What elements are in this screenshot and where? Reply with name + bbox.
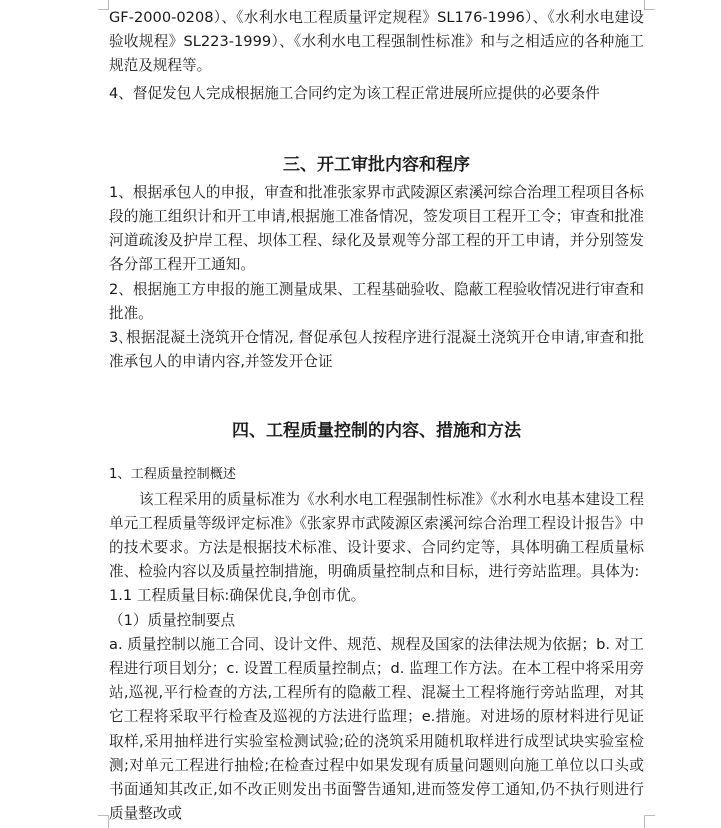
s4-points-title: （1）质量控制要点 — [109, 611, 236, 629]
crop-mark-top-right-h — [645, 9, 655, 10]
s4-points-body: a. 质量控制以施工合同、设计文件、规范、规程及国家的法律法规为依据；b. 对工程进行项目划分；c. 设置工程质量控制点；d. 监理工作方法。在本工程中将采用旁站,巡视,平行检查的方法,工程所有的隐蔽工程、混凝土工程将施行旁站监理，对其它工程将采取平行检查及巡视的方法进行监理；e.措施。对进场的原材料进行见证取样,采用抽样进行实验室检测试验;砼的浇筑采用随机取样进行成型试块实验室检测;对单元工程进行抽检;在检查过程中如果发现有质量问题则向施工单位以口头或书面通知其改正,如不改正则发出书面警告通知,进而签发停工通知,仍不执行则进行质量整改或 — [109, 635, 644, 823]
section-heading-3: 三、开工审批内容和程序 — [283, 154, 470, 175]
s4-quality-goal: 1.1 工程质量目标:确保优良,争创市优。 — [109, 587, 366, 605]
paragraph-standards: GF-2000-0208）、《水利水电工程质量评定规程》SL176-1996）、《水利水电建设验收规程》SL223-1999）、《水利水电工程强制性标准》和与之相适应的各种施工规范及规程等。 — [109, 9, 644, 75]
crop-mark-bottom-right — [644, 815, 645, 828]
crop-mark-top-left-h — [98, 9, 108, 10]
s3-list-item-3: 3､根据混凝土浇筑开仓情况, 督促承包人按程序进行混凝土浇筑开仓申请,审查和批准承包人的申请内容,并签发开仓证 — [109, 329, 644, 371]
list-item-4: 4、督促发包人完成根据施工合同约定为该工程正常进展所应提供的必要条件 — [109, 84, 600, 102]
crop-mark-bottom-right-h — [645, 815, 655, 816]
section-heading-4: 四、工程质量控制的内容、措施和方法 — [232, 421, 521, 442]
s3-list-item-2: 2、根据施工方申报的施工测量成果、工程基础验收、隐蔽工程验收情况进行审查和批准。 — [109, 280, 644, 322]
document-body — [109, 6, 644, 826]
s3-list-item-1: 1、根据承包人的申报，审查和批准张家界市武陵源区索溪河综合治理工程项目各标段的施工组织计和开工申请,根据施工准备情况，签发项目工程开工令；审查和批准河道疏浚及护岸工程、坝体工程、绿化及景观等分部工程的开工申请，并分别签发各分部工程开工通知。 — [109, 183, 644, 274]
crop-mark-bottom-left-h — [98, 815, 108, 816]
s4-subheading-1: 1、工程质量控制概述 — [109, 467, 237, 483]
s4-overview-paragraph: 该工程采用的质量标准为《水利水电工程强制性标准》《水利水电基本建设工程单元工程质量等级评定标准》《张家界市武陵源区索溪河综合治理工程设计报告》中的技术要求。方法是根据技术标准、设计要求、合同约定等，具体明确工程质量标准、检验内容以及质量控制措施，明确质量控制点和目标，进行旁站监理。具体为: — [109, 490, 644, 581]
